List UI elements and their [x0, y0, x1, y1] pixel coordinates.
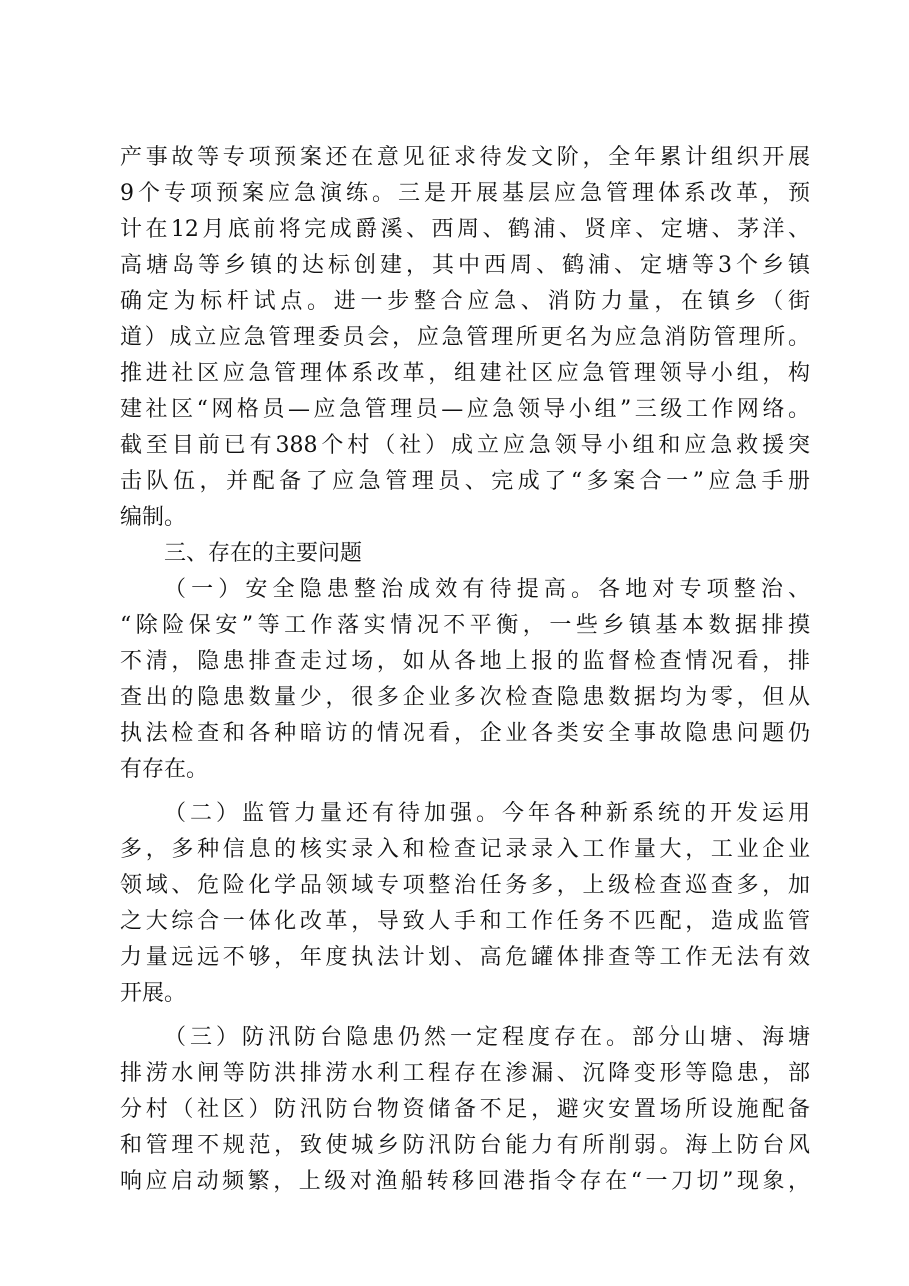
- paragraph-3: [120, 796, 810, 1012]
- section-heading: 三、存在的主要问题: [164, 541, 363, 566]
- text-line: 推进社区应急管理体系改革，组建社区应急管理领导小组，构: [120, 361, 810, 386]
- text-line: （三）防汛防台隐患仍然一定程度存在。部分山塘、海塘: [164, 1025, 810, 1050]
- paragraph-4: [120, 1020, 810, 1200]
- text-line: 编制。: [120, 505, 187, 530]
- text-line: 开展。: [120, 981, 187, 1006]
- text-line: 力量远远不够，年度执法计划、高危罐体排查等工作无法有效: [120, 945, 810, 970]
- text-line: 多，多种信息的核实录入和检查记录录入工作量大，工业企业: [120, 837, 810, 862]
- paragraph-1: [120, 140, 810, 536]
- text-line: （二）监管力量还有待加强。今年各种新系统的开发运用: [164, 801, 810, 826]
- text-line: 和管理不规范，致使城乡防汛防台能力有所削弱。海上防台风: [120, 1133, 810, 1158]
- text-line: 不清，隐患排查走过场，如从各地上报的监督检查情况看，排: [120, 649, 810, 674]
- text-line: 分村（社区）防汛防台物资储备不足，避灾安置场所设施配备: [120, 1097, 810, 1122]
- text-line: 建社区“网格员—应急管理员—应急领导小组”三级工作网络。: [120, 397, 810, 422]
- text-line: 道）成立应急管理委员会，应急管理所更名为应急消防管理所。: [120, 325, 810, 350]
- text-line: 领域、危险化学品领域专项整治任务多，上级检查巡查多，加: [120, 873, 810, 898]
- text-line: 确定为标杆试点。进一步整合应急、消防力量，在镇乡（街: [120, 289, 810, 314]
- text-line: 排涝水闸等防洪排涝水利工程存在渗漏、沉降变形等隐患，部: [120, 1061, 810, 1086]
- text-line: （一）安全隐患整治成效有待提高。各地对专项整治、: [164, 577, 810, 602]
- text-line: 产事故等专项预案还在意见征求待发文阶，全年累计组织开展: [120, 145, 810, 170]
- text-line: 高塘岛等乡镇的达标创建，其中西周、鹤浦、定塘等3个乡镇: [120, 253, 810, 278]
- text-line: 击队伍，并配备了应急管理员、完成了“多案合一”应急手册: [120, 469, 810, 494]
- paragraph-2: [120, 572, 810, 788]
- text-line: 计在12月底前将完成爵溪、西周、鹤浦、贤庠、定塘、茅洋、: [120, 217, 810, 242]
- text-line: 9个专项预案应急演练。三是开展基层应急管理体系改革，预: [120, 181, 810, 206]
- text-line: 有存在。: [120, 757, 209, 782]
- text-line: 查出的隐患数量少，很多企业多次检查隐患数据均为零，但从: [120, 685, 810, 710]
- text-line: 执法检查和各种暗访的情况看，企业各类安全事故隐患问题仍: [120, 721, 810, 746]
- text-line: 响应启动频繁，上级对渔船转移回港指令存在“一刀切”现象，: [120, 1169, 810, 1194]
- text-line: “除险保安”等工作落实情况不平衡，一些乡镇基本数据排摸: [120, 613, 810, 638]
- text-line: 之大综合一体化改革，导致人手和工作任务不匹配，造成监管: [120, 909, 810, 934]
- text-line: 截至目前已有388个村（社）成立应急领导小组和应急救援突: [120, 433, 810, 458]
- document-body: [120, 140, 810, 1200]
